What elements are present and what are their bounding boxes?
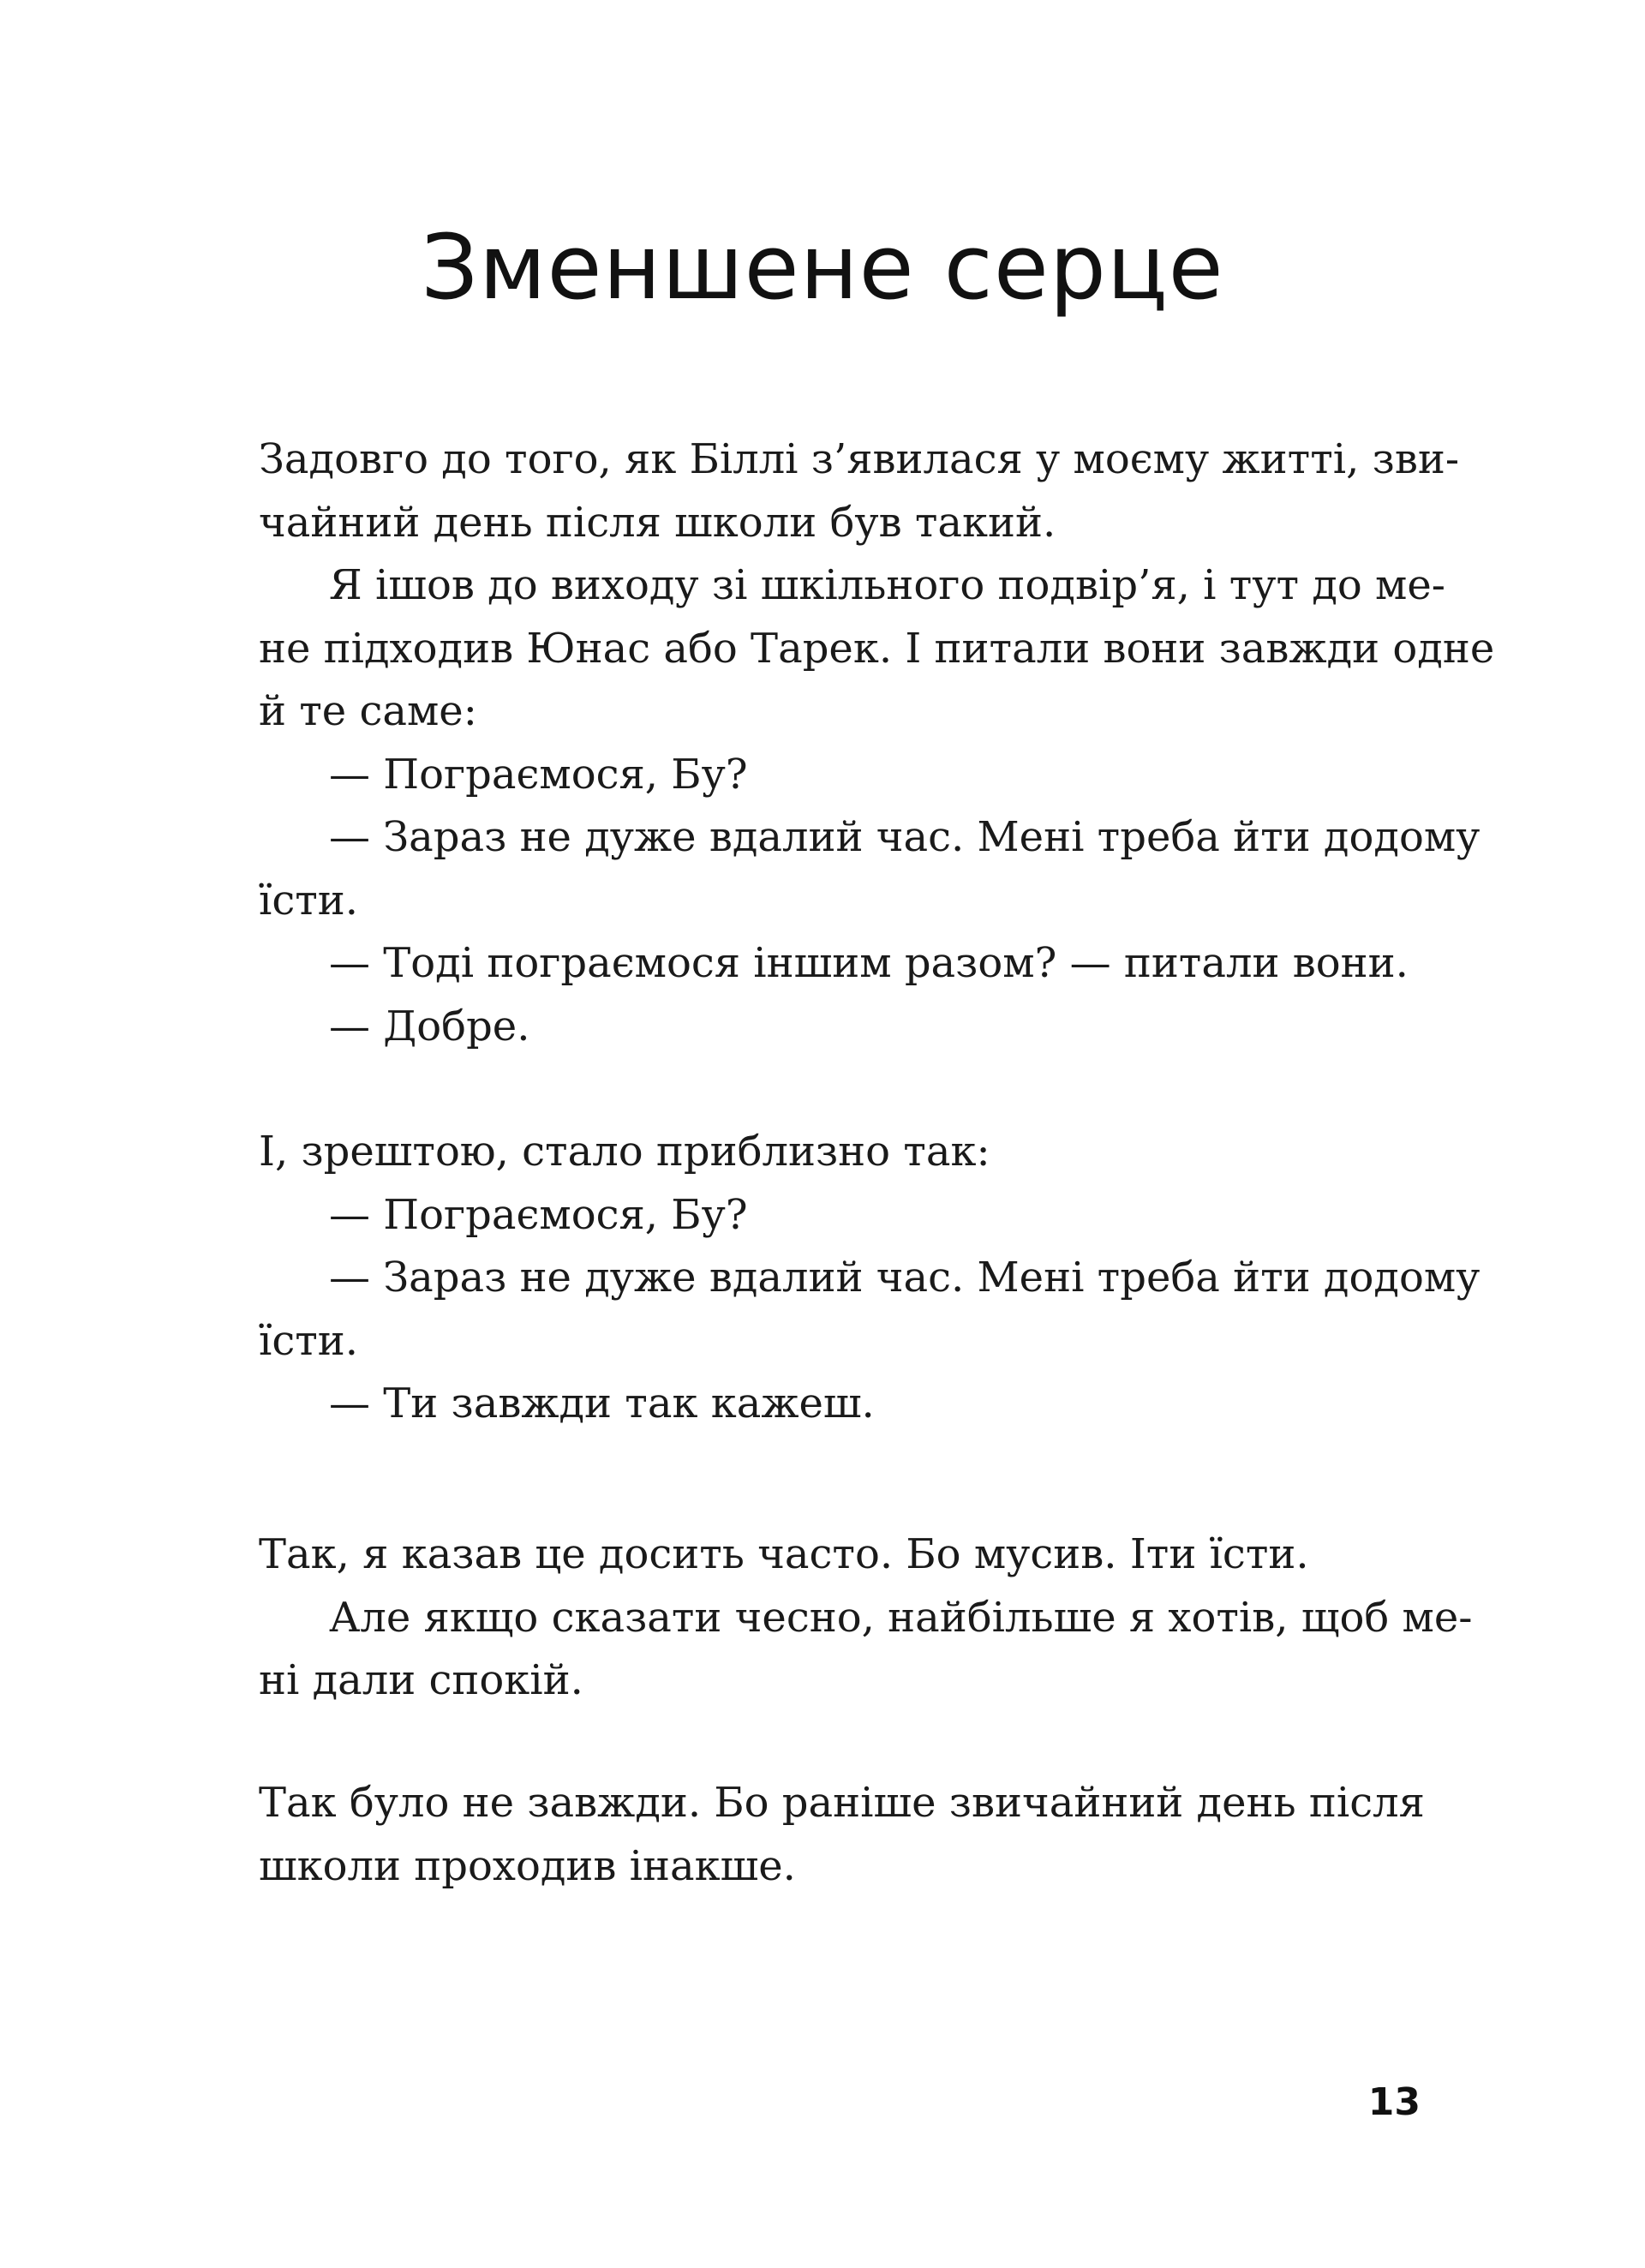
text-line: Я ішов до виходу зі шкільного подвір’я, і тут до ме-: [329, 561, 1446, 609]
text-line: Задовго до того, як Біллі з’явилася у моєму житті, зви-: [259, 435, 1460, 483]
dialogue-line: — Пограємося, Бу?: [329, 1190, 748, 1239]
text-line: Так, я казав це досить часто. Бо мусив. Іти їсти.: [259, 1530, 1309, 1578]
text-line: й те саме:: [259, 687, 477, 735]
paragraph-block-4: [259, 1772, 1425, 1898]
dialogue-line: — Тоді пограємося іншим разом? — питали вони.: [329, 939, 1409, 987]
text-line: чайний день після школи був такий.: [259, 498, 1056, 547]
text-line: Так було не завжди. Бо раніше звичайний день після: [259, 1779, 1425, 1827]
page-number: 13: [1367, 2080, 1421, 2124]
dialogue-line: — Зараз не дуже вдалий час. Мені треба йти додому: [329, 1254, 1480, 1302]
text-line: їсти.: [259, 1316, 359, 1365]
dialogue-line: — Ти завжди так кажеш.: [329, 1379, 875, 1427]
dialogue-line: — Добре.: [329, 1002, 530, 1050]
text-line: ні дали спокій.: [259, 1656, 583, 1704]
paragraph-block-3: [259, 1523, 1473, 1713]
dialogue-line: — Пограємося, Бу?: [329, 750, 748, 799]
text-line: не підходив Юнас або Тарек. І питали вони завжди одне: [259, 624, 1495, 673]
text-line: їсти.: [259, 876, 359, 925]
paragraph-block-1: [259, 428, 1495, 1058]
text-line: Але якщо сказати чесно, найбільше я хотів, щоб ме-: [329, 1593, 1473, 1642]
dialogue-line: — Зараз не дуже вдалий час. Мені треба йти додому: [329, 813, 1480, 861]
paragraph-block-2: [259, 1121, 1480, 1436]
text-line: школи проходив інакше.: [259, 1841, 796, 1890]
chapter-title: Зменшене серце: [421, 215, 1224, 320]
text-line: І, зрештою, стало приблизно так:: [259, 1128, 990, 1176]
